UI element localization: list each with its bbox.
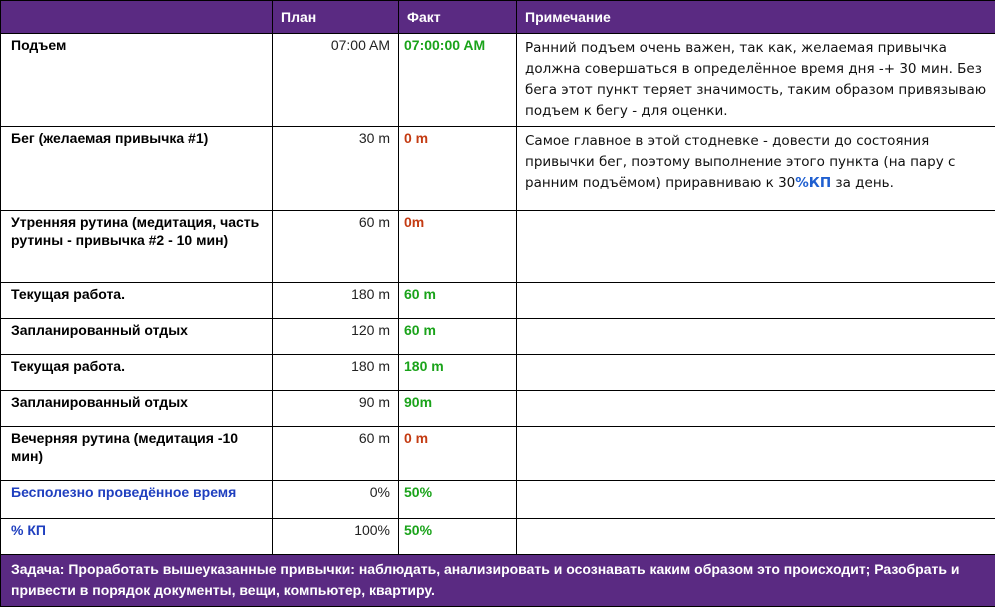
header-row — [1, 1, 995, 34]
fact-value: 90m — [399, 391, 517, 427]
plan-value: 90 m — [273, 391, 399, 427]
plan-value: 120 m — [273, 319, 399, 355]
fact-value: 180 m — [399, 355, 517, 391]
table-row — [1, 519, 995, 555]
table-row — [1, 481, 995, 519]
fact-value: 0 m — [399, 127, 517, 211]
activity-label: Утренняя рутина (медитация, часть рутины - привычка #2 - 10 мин) — [1, 211, 273, 283]
activity-label: % КП — [1, 519, 273, 555]
fact-value: 50% — [399, 519, 517, 555]
plan-value: 0% — [273, 481, 399, 519]
table-row — [1, 34, 995, 127]
header-activity — [1, 1, 273, 34]
activity-label: Подъем — [1, 34, 273, 127]
fact-value: 60 m — [399, 319, 517, 355]
table-row — [1, 427, 995, 481]
fact-value: 50% — [399, 481, 517, 519]
table-row — [1, 211, 995, 283]
table-row — [1, 391, 995, 427]
activity-label: Бесполезно проведённое время — [1, 481, 273, 519]
note-cell — [517, 283, 995, 319]
table-row — [1, 355, 995, 391]
note-kp-highlight: %КП — [795, 175, 832, 191]
note-cell — [517, 319, 995, 355]
activity-label: Бег (желаемая привычка #1) — [1, 127, 273, 211]
note-cell — [517, 355, 995, 391]
note-cell — [517, 127, 995, 211]
fact-value: 60 m — [399, 283, 517, 319]
task-description: Задача: Проработать вышеуказанные привычки: наблюдать, анализировать и осознавать каким образом это происходит; Разобрать и привести в порядок документы, вещи, компьютер, квартиру. — [1, 555, 995, 607]
plan-value: 180 m — [273, 355, 399, 391]
plan-value: 30 m — [273, 127, 399, 211]
header-plan: План — [273, 1, 399, 34]
table-row — [1, 319, 995, 355]
activity-label: Вечерняя рутина (медитация -10 мин) — [1, 427, 273, 481]
plan-value: 07:00 AM — [273, 34, 399, 127]
activity-label: Текущая работа. — [1, 355, 273, 391]
fact-value: 0m — [399, 211, 517, 283]
table-row — [1, 283, 995, 319]
note-cell — [517, 519, 995, 555]
footer-row — [1, 555, 995, 607]
plan-value: 60 m — [273, 211, 399, 283]
header-note: Примечание — [517, 1, 995, 34]
activity-label: Запланированный отдых — [1, 391, 273, 427]
note-text: Самое главное в этой стодневке - довести до состояния привычки бег, поэтому выполнение этого пункта (на пару с ранним подъёмом) приравниваю к 30 — [525, 133, 956, 191]
plan-value: 180 m — [273, 283, 399, 319]
fact-value: 07:00:00 AM — [399, 34, 517, 127]
fact-value: 0 m — [399, 427, 517, 481]
activity-label: Запланированный отдых — [1, 319, 273, 355]
header-fact: Факт — [399, 1, 517, 34]
note-cell: Ранний подъем очень важен, так как, желаемая привычка должна совершаться в определённое время дня -+ 30 мин. Без бега этот пункт теряет значимость, таким образом привязываю подъем к бегу - для оценки. — [517, 34, 995, 127]
note-cell — [517, 211, 995, 283]
note-cell — [517, 427, 995, 481]
note-tail: за день. — [831, 175, 894, 191]
note-cell — [517, 481, 995, 519]
activity-label: Текущая работа. — [1, 283, 273, 319]
table-row — [1, 127, 995, 211]
plan-value: 60 m — [273, 427, 399, 481]
plan-value: 100% — [273, 519, 399, 555]
note-cell — [517, 391, 995, 427]
